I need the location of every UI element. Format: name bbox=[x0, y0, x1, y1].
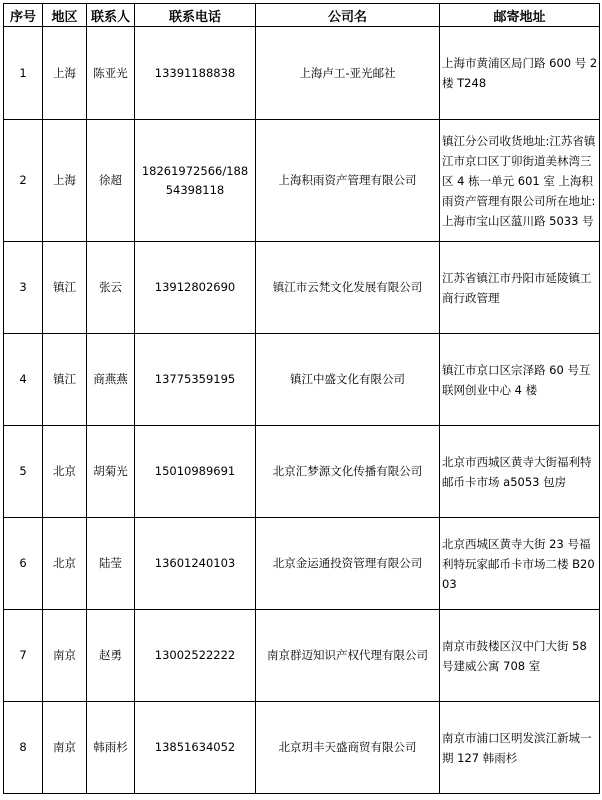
cell-contact: 徐超 bbox=[87, 120, 135, 242]
cell-phone: 13601240103 bbox=[135, 518, 256, 610]
header-row bbox=[4, 4, 600, 27]
table-row bbox=[4, 426, 600, 518]
cell-address: 上海市黄浦区局门路 600 号 2 楼 T248 bbox=[440, 27, 600, 120]
header-company: 公司名 bbox=[256, 4, 440, 27]
cell-company: 北京金运通投资管理有限公司 bbox=[256, 518, 440, 610]
header-address: 邮寄地址 bbox=[440, 4, 600, 27]
cell-seq: 4 bbox=[4, 334, 43, 426]
cell-phone: 13391188838 bbox=[135, 27, 256, 120]
cell-seq: 8 bbox=[4, 702, 43, 794]
table-row bbox=[4, 242, 600, 334]
cell-seq: 1 bbox=[4, 27, 43, 120]
cell-contact: 张云 bbox=[87, 242, 135, 334]
header-phone: 联系电话 bbox=[135, 4, 256, 27]
cell-company: 镇江市云梵文化发展有限公司 bbox=[256, 242, 440, 334]
table-row bbox=[4, 518, 600, 610]
cell-address: 南京市鼓楼区汉中门大街 58 号建威公寓 708 室 bbox=[440, 610, 600, 702]
cell-contact: 陈亚光 bbox=[87, 27, 135, 120]
cell-region: 上海 bbox=[43, 120, 87, 242]
cell-region: 镇江 bbox=[43, 334, 87, 426]
cell-seq: 5 bbox=[4, 426, 43, 518]
cell-phone: 18261972566/18854398118 bbox=[135, 120, 256, 242]
header-region: 地区 bbox=[43, 4, 87, 27]
header-contact: 联系人 bbox=[87, 4, 135, 27]
table-row bbox=[4, 610, 600, 702]
cell-phone: 15010989691 bbox=[135, 426, 256, 518]
cell-company: 南京群迈知识产权代理有限公司 bbox=[256, 610, 440, 702]
cell-contact: 陆莹 bbox=[87, 518, 135, 610]
cell-address: 北京市西城区黄寺大街福利特邮币卡市场 a5053 包房 bbox=[440, 426, 600, 518]
cell-phone: 13775359195 bbox=[135, 334, 256, 426]
cell-seq: 3 bbox=[4, 242, 43, 334]
cell-seq: 2 bbox=[4, 120, 43, 242]
cell-phone: 13851634052 bbox=[135, 702, 256, 794]
cell-contact: 商燕燕 bbox=[87, 334, 135, 426]
cell-seq: 6 bbox=[4, 518, 43, 610]
cell-contact: 赵勇 bbox=[87, 610, 135, 702]
table-row bbox=[4, 27, 600, 120]
cell-company: 上海积雨资产管理有限公司 bbox=[256, 120, 440, 242]
cell-region: 北京 bbox=[43, 426, 87, 518]
table-row bbox=[4, 120, 600, 242]
table-row bbox=[4, 334, 600, 426]
cell-region: 南京 bbox=[43, 610, 87, 702]
cell-region: 上海 bbox=[43, 27, 87, 120]
cell-address: 南京市浦口区明发滨江新城一期 127 韩雨杉 bbox=[440, 702, 600, 794]
contact-table bbox=[3, 3, 600, 794]
cell-region: 镇江 bbox=[43, 242, 87, 334]
cell-phone: 13002522222 bbox=[135, 610, 256, 702]
cell-seq: 7 bbox=[4, 610, 43, 702]
cell-contact: 胡菊光 bbox=[87, 426, 135, 518]
header-seq: 序号 bbox=[4, 4, 43, 27]
cell-phone: 13912802690 bbox=[135, 242, 256, 334]
cell-address: 北京西城区黄寺大街 23 号福利特玩家邮币卡市场二楼 B2003 bbox=[440, 518, 600, 610]
cell-address: 镇江分公司收货地址:江苏省镇江市京口区丁卯街道美林湾三区 4 栋一单元 601 室 上海积雨资产管理有限公司所在地址:上海市宝山区蕰川路 5033 号 bbox=[440, 120, 600, 242]
cell-company: 镇江中盛文化有限公司 bbox=[256, 334, 440, 426]
cell-region: 北京 bbox=[43, 518, 87, 610]
table-row bbox=[4, 702, 600, 794]
cell-address: 镇江市京口区宗泽路 60 号互联网创业中心 4 楼 bbox=[440, 334, 600, 426]
cell-company: 北京玥丰天盛商贸有限公司 bbox=[256, 702, 440, 794]
cell-contact: 韩雨杉 bbox=[87, 702, 135, 794]
cell-company: 上海卢工-亚光邮社 bbox=[256, 27, 440, 120]
cell-company: 北京汇梦源文化传播有限公司 bbox=[256, 426, 440, 518]
cell-address: 江苏省镇江市丹阳市延陵镇工商行政管理 bbox=[440, 242, 600, 334]
cell-region: 南京 bbox=[43, 702, 87, 794]
